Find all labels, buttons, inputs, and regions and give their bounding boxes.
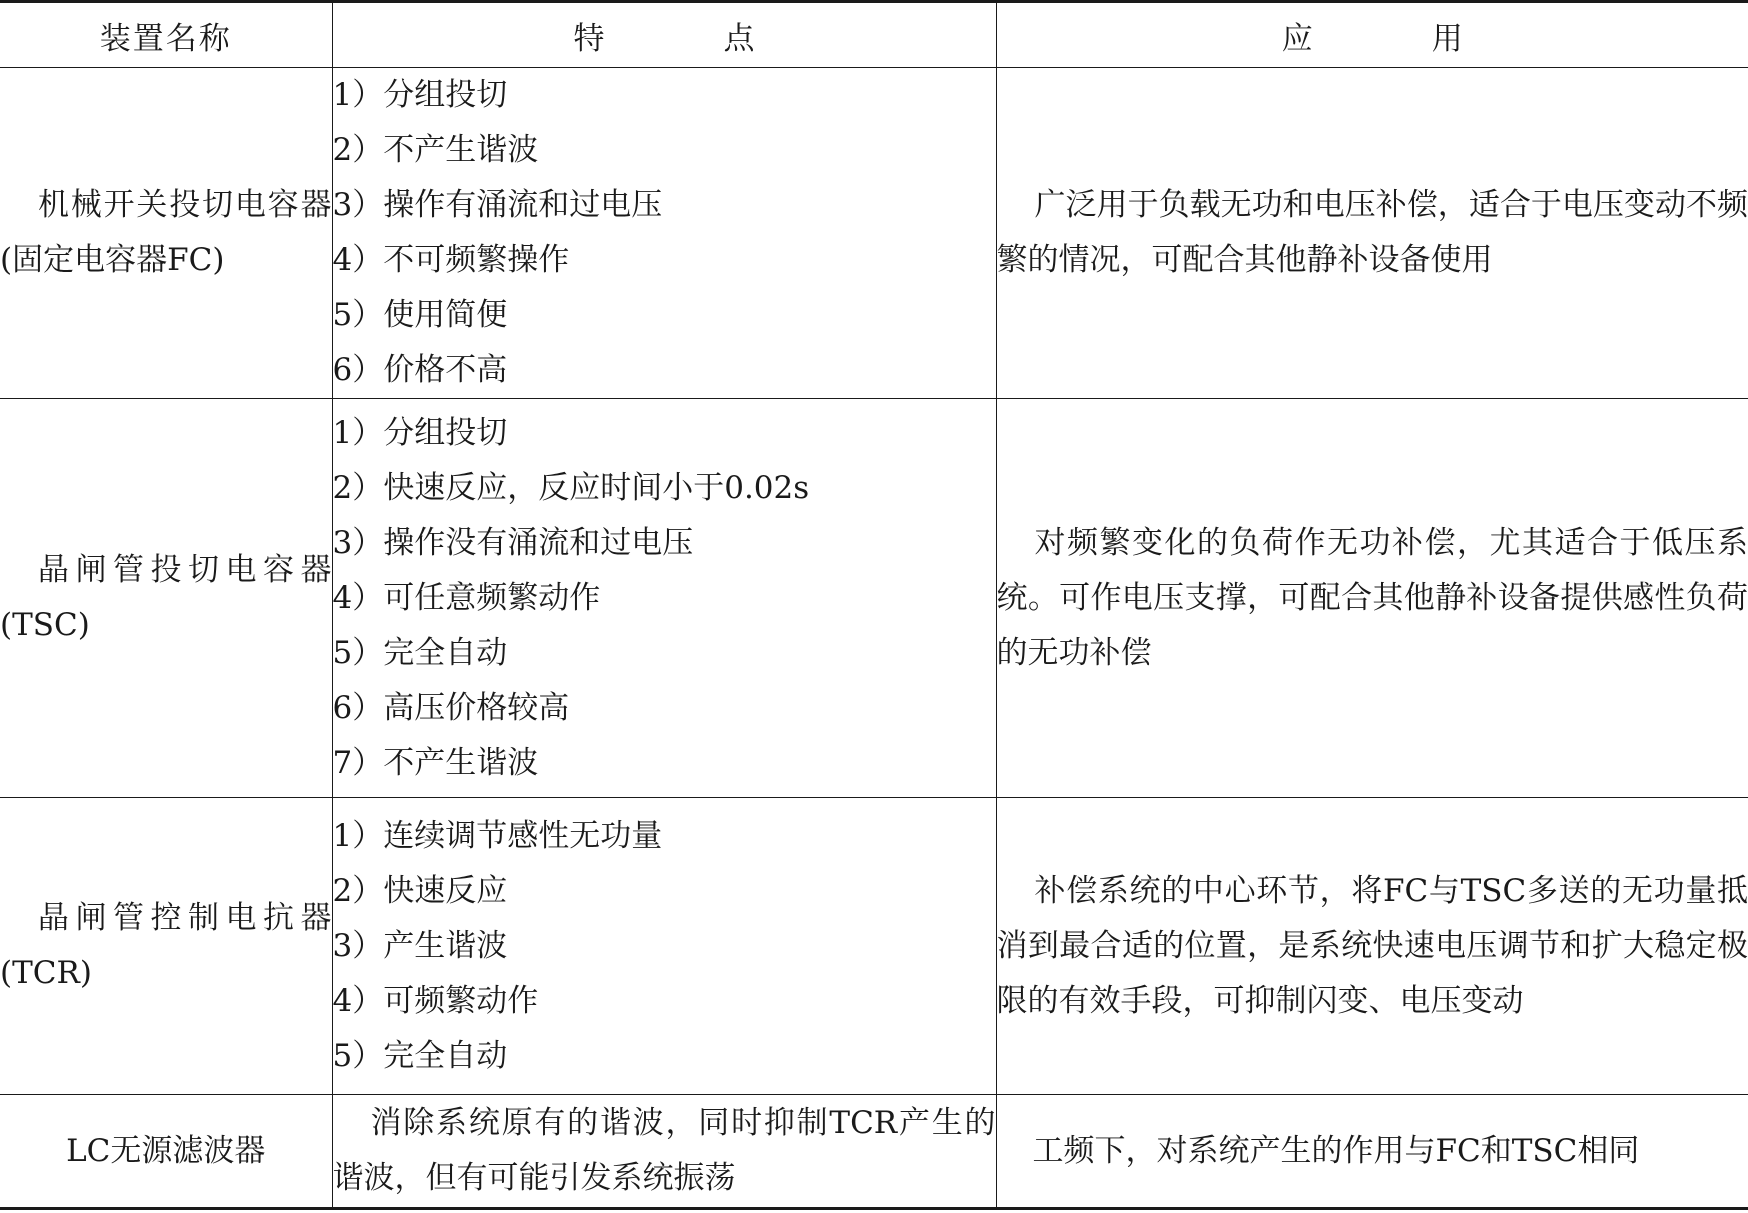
device-name: LC无源滤波器 xyxy=(66,1132,266,1169)
feature-item: 1）分组投切 xyxy=(332,414,508,451)
application-cell xyxy=(996,399,1748,798)
features-list xyxy=(333,809,996,1084)
device-name-cell xyxy=(0,68,332,399)
application-text: 广泛用于负载无功和电压补偿，适合于电压变动不频繁的情况，可配合其他静补设备使用 xyxy=(996,187,1748,278)
table-row xyxy=(0,1095,1748,1209)
device-name-cell xyxy=(0,399,332,798)
feature-item: 7）不产生谐波 xyxy=(332,744,539,781)
feature-item: 1）连续调节感性无功量 xyxy=(332,817,663,854)
feature-item: 2）快速反应，反应时间小于0.02s xyxy=(332,469,810,506)
device-name: 机械开关投切电容器(固定电容器FC) xyxy=(0,187,332,278)
feature-item: 3）操作有涌流和过电压 xyxy=(332,187,663,223)
application-text: 对频繁变化的负荷作无功补偿，尤其适合于低压系统。可作电压支撑，可配合其他静补设备提供感性负荷的无功补偿 xyxy=(996,524,1748,671)
feature-item: 4）可任意频繁动作 xyxy=(332,579,601,616)
application-cell xyxy=(996,798,1748,1095)
table-header-row xyxy=(0,2,1748,68)
features-cell xyxy=(332,399,996,798)
device-name-cell xyxy=(0,798,332,1095)
features-cell xyxy=(332,798,996,1095)
application-cell xyxy=(996,68,1748,399)
feature-item: 4）可频繁动作 xyxy=(332,982,539,1019)
header-features: 特 点 xyxy=(332,2,996,68)
feature-item: 5）完全自动 xyxy=(332,634,508,671)
device-name: 晶闸管控制电抗器(TCR) xyxy=(0,900,332,991)
features-text: 消除系统原有的谐波，同时抑制TCR产生的谐波，但有可能引发系统振荡 xyxy=(332,1105,996,1196)
device-name: 晶闸管投切电容器(TSC) xyxy=(0,552,332,643)
feature-item: 6）价格不高 xyxy=(332,352,508,388)
feature-item: 4）不可频繁操作 xyxy=(332,242,570,278)
table-row xyxy=(0,798,1748,1095)
header-application: 应 用 xyxy=(996,2,1748,68)
feature-item: 3）产生谐波 xyxy=(332,927,508,964)
features-cell xyxy=(332,68,996,399)
feature-item: 1）分组投切 xyxy=(332,77,508,113)
features-cell xyxy=(332,1095,996,1209)
application-text: 补偿系统的中心环节，将FC与TSC多送的无功量抵消到最合适的位置，是系统快速电压调节和扩大稳定极限的有效手段，可抑制闪变、电压变动 xyxy=(996,872,1748,1019)
header-device-name: 装置名称 xyxy=(0,2,332,68)
features-list xyxy=(333,406,996,791)
application-cell xyxy=(996,1095,1748,1209)
feature-item: 6）高压价格较高 xyxy=(332,689,570,726)
feature-item: 2）快速反应 xyxy=(332,872,508,909)
application-text: 工频下，对系统产生的作用与FC和TSC相同 xyxy=(1032,1132,1640,1169)
table-row xyxy=(0,399,1748,798)
features-list xyxy=(333,68,996,398)
device-name-cell xyxy=(0,1095,332,1209)
table-row xyxy=(0,68,1748,399)
feature-item: 5）使用简便 xyxy=(332,297,508,333)
feature-item: 2）不产生谐波 xyxy=(332,132,539,168)
feature-item: 3）操作没有涌流和过电压 xyxy=(332,524,694,561)
feature-item: 5）完全自动 xyxy=(332,1037,508,1074)
